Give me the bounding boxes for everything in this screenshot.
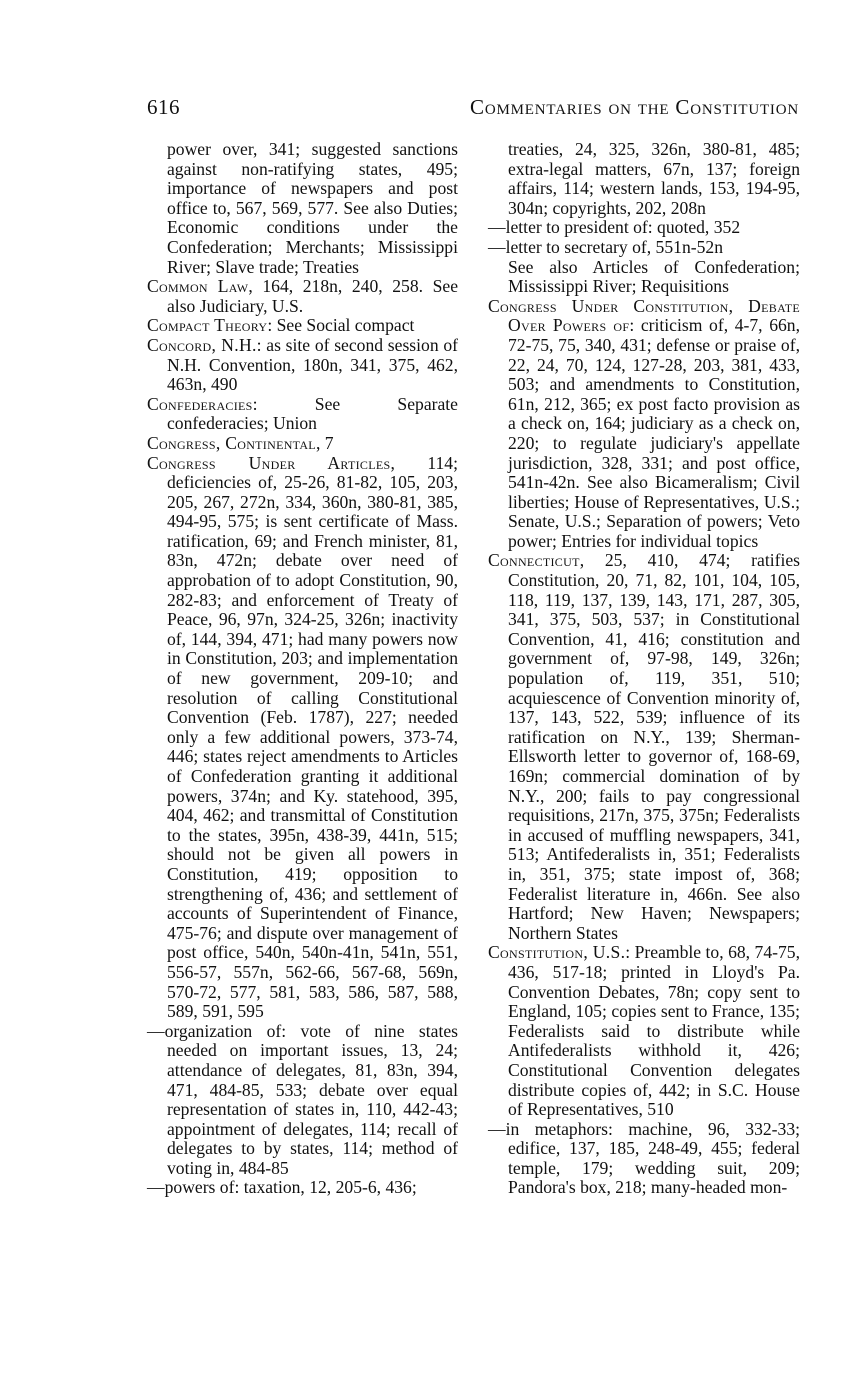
index-entry [488, 943, 800, 1119]
index-entry-text: : criticism of, 4-7, 66n, 72-75, 75, 340, 431; defense or praise of, 22, 24, 70, 124, 127-28, 203, 381, 433, 503; and amendments to Constitution, 61n, 212, 365; ex post facto provision as a check on, 164; judiciary as a check on, 220; to regulate judiciary's appellate jurisdiction, 328, 331; and post office, 541n-42n. See also Bicameralism; Civil liberties; House of Representatives, U.S.; Senate, U.S.; Separation of powers; Veto power; Entries for individual topics [508, 315, 800, 551]
index-heading: Congress, Continental [147, 432, 316, 453]
index-entry [488, 1120, 800, 1198]
index-entry-text: —organization of: vote of nine states needed on important issues, 13, 24; attendance of delegates, 81, 83n, 394, 471, 484-85, 533; debate over equal representation of states in, 110, 442-43; appointment of delegates, 114; recall of delegates to by states, 114; method of voting in, 484-85 [147, 1020, 458, 1178]
index-entry-text: —letter to secretary of, 551n-52n [488, 236, 723, 257]
index-entry [147, 277, 458, 316]
index-entry-text: —powers of: taxation, 12, 205-6, 436; [147, 1177, 417, 1198]
running-head: Commentaries on the Constitution [470, 95, 799, 119]
index-entry [488, 238, 800, 258]
index-entry-text: See also Articles of Confederation; Mississippi River; Requisitions [508, 256, 800, 297]
left-index-column [147, 140, 458, 1198]
index-entry [147, 1178, 458, 1198]
index-entry [488, 258, 800, 297]
index-heading: Concord, N.H. [147, 334, 257, 355]
index-heading: Congress Under Articles [147, 452, 391, 473]
index-entry [147, 454, 458, 1022]
index-heading: Common Law [147, 276, 249, 297]
index-entry [147, 1022, 458, 1179]
index-entry-text: power over, 341; suggested sanctions against non-ratifying states, 495; importance of newspapers and post office to, 567, 569, 577. See also Duties; Economic conditions under the Confederation; Merchants; Mississippi River; Slave trade; Treaties [167, 139, 458, 277]
index-heading: Constitution, U.S. [488, 942, 626, 963]
index-entry-text: : Preamble to, 68, 74-75, 436, 517-18; printed in Lloyd's Pa. Convention Debates, 78n; copy sent to England, 105; copies sent to France, 135; Federalists said to distribute while Antifederalists withhold it, 426; Constitutional Convention delegates distribute copies of, 442; in S.C. House of Representatives, 510 [508, 942, 800, 1120]
index-entry-text: , 114; deficiencies of, 25-26, 81-82, 105, 203, 205, 267, 272n, 334, 360n, 380-81, 385, 494-95, 575; is sent certificate of Mass. ratification, 69; and French minister, 81, 83n, 472n; debate over need of approbation of to adopt Constitution, 90, 282-83; and enforcement of Treaty of Peace, 96, 97n, 324-25, 326n; inactivity of, 144, 394, 471; had many powers now in Constitution, 203; and implementation of new government, 209-10; and resolution of calling Constitutional Convention (Feb. 1787), 227; needed only a few additional powers, 373-74, 446; states reject amendments to Articles of Confederation granting it additional powers, 374n; and Ky. statehood, 395, 404, 462; and transmittal of Constitution to the states, 395n, 438-39, 441n, 515; should not be given all powers in Constitution, 419; opposition to strengthening of, 436; and settlement of accounts of Superintendent of Finance, 475-76; and dispute over management of post office, 540n, 540n-41n, 541n, 551, 556-57, 557n, 562-66, 567-68, 569n, 570-72, 577, 581, 583, 586, 587, 588, 589, 591, 595 [167, 452, 458, 1022]
index-entry [488, 297, 800, 552]
index-entry [147, 336, 458, 395]
right-index-column [488, 140, 800, 1198]
index-heading: Compact Theory [147, 315, 268, 336]
index-entry [147, 395, 458, 434]
page-number: 616 [147, 95, 180, 119]
index-entry [488, 140, 800, 218]
index-entry-text: : See Separate confederacies; Union [167, 393, 458, 434]
index-entry [488, 551, 800, 943]
index-entry [488, 218, 800, 238]
index-entry [147, 316, 458, 336]
index-entry [147, 434, 458, 454]
index-heading: Confederacies [147, 393, 253, 414]
page-header [147, 95, 799, 125]
index-entry-text: —in metaphors: machine, 96, 332-33; edifice, 137, 185, 248-49, 455; federal temple, 179; wedding suit, 209; Pandora's box, 218; many-headed mon- [488, 1118, 800, 1198]
index-entry-text: , 164, 218n, 240, 258. See also Judiciary, U.S. [167, 276, 459, 316]
index-entry-text: : as site of second session of N.H. Convention, 180n, 341, 375, 462, 463n, 490 [167, 334, 459, 395]
index-entry-text: —letter to president of: quoted, 352 [488, 217, 741, 238]
index-entry-text: , 7 [315, 432, 334, 453]
index-entry-text: : See Social compact [267, 315, 415, 336]
index-heading: Connecticut [488, 550, 580, 571]
index-entry-text: treaties, 24, 325, 326n, 380-81, 485; extra-legal matters, 67n, 137; foreign affairs, 114; western lands, 153, 194-95, 304n; copyrights, 202, 208n [508, 139, 800, 218]
index-heading: Congress Under Constitution, Debate Over Powers of [488, 295, 800, 336]
index-entry [147, 140, 458, 277]
index-entry-text: , 25, 410, 474; ratifies Constitution, 20, 71, 82, 101, 104, 105, 118, 119, 137, 139, 143, 171, 287, 305, 341, 375, 503, 537; in Constitutional Convention, 41, 416; constitution and government of, 97-98, 149, 326n; population of, 119, 351, 510; acquiescence of Convention minority of, 137, 143, 522, 539; influence of its ratification on N.Y., 139; Sherman-Ellsworth letter to governor of, 168-69, 169n; commercial domination of by N.Y., 200; fails to pay congressional requisitions, 217n, 375, 375n; Federalists in accused of muffling newspapers, 341, 513; Antifederalists in, 351; Federalists in, 351, 375; state impost of, 368; Federalist literature in, 466n. See also Hartford; New Haven; Newspapers; Northern States [508, 550, 800, 943]
